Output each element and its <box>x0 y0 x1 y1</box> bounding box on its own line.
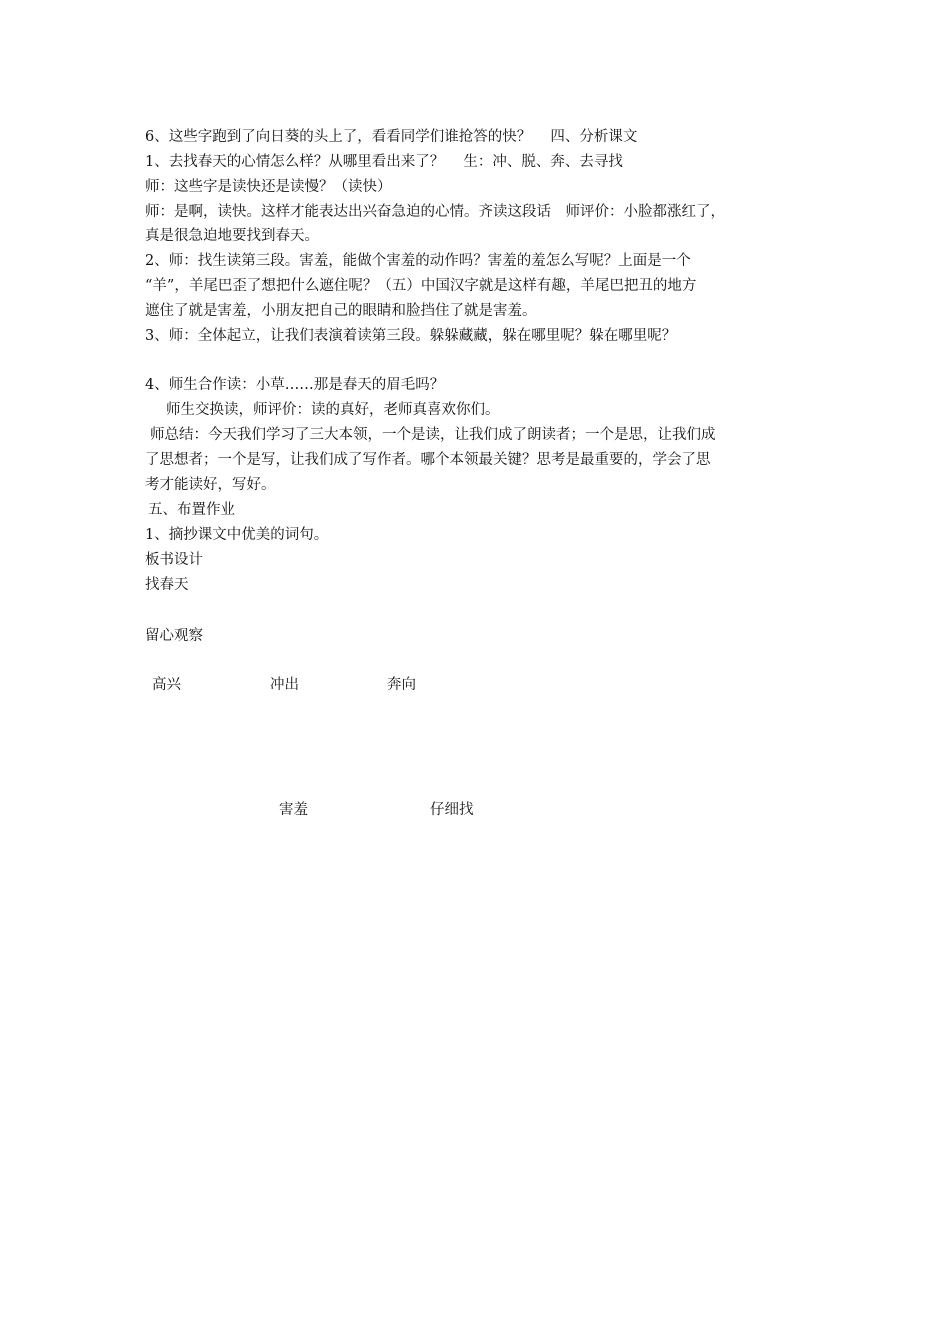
text-line: 2、师：找生读第三段。害羞，能做个害羞的动作吗？害羞的羞怎么写呢？上面是一个 <box>145 253 691 269</box>
text-line: 真是很急迫地要找到春天。 <box>145 228 319 244</box>
text-line: 了思想者；一个是写，让我们成了写作者。哪个本领最关键？思考是最重要的，学会了思 <box>145 452 711 468</box>
text-line: “羊”，羊尾巴歪了想把什么遮住呢？（五）中国汉字就是这样有趣，羊尾巴把丑的地方 <box>145 278 697 294</box>
board-word-haixiu: 害羞 <box>279 802 308 818</box>
text-line: 师：是啊，读快。这样才能表达出兴奋急迫的心情。齐读这段话 师评价：小脸都涨红了， <box>145 204 725 220</box>
text-line: 3、师：全体起立，让我们表演着读第三段。躲躲藏藏，躲在哪里呢？躲在哪里呢？ <box>145 328 677 344</box>
text-line: 师：这些字是读快还是读慢？（读快） <box>145 179 392 195</box>
text-line: 1、摘抄课文中优美的词句。 <box>145 527 329 543</box>
text-line: 师生交换读，师评价：读的真好，老师真喜欢你们。 <box>166 402 500 418</box>
text-line: 板书设计 <box>145 552 203 568</box>
board-word-zixizhao: 仔细找 <box>430 802 474 818</box>
text-line: 找春天 <box>145 577 189 593</box>
board-word-gaoxing: 高兴 <box>152 677 181 693</box>
text-line: 4、师生合作读：小草……那是春天的眉毛吗？ <box>145 377 445 393</box>
text-line: 留心观察 <box>145 628 203 644</box>
text-line: 6、这些字跑到了向日葵的头上了，看看同学们谁抢答的快？ 四、分析课文 <box>145 129 638 145</box>
board-word-benxiang: 奔向 <box>387 677 416 693</box>
text-line: 1、去找春天的心情怎么样？从哪里看出来了？ 生：冲、脱、奔、去寻找 <box>145 154 623 170</box>
text-line: 师总结：今天我们学习了三大本领，一个是读，让我们成了朗读者；一个是思，让我们成 <box>150 427 716 443</box>
text-line: 考才能读好，写好。 <box>145 477 276 493</box>
board-word-chongchu: 冲出 <box>270 677 299 693</box>
text-line: 遮住了就是害羞，小朋友把自己的眼睛和脸挡住了就是害羞。 <box>145 303 537 319</box>
section-heading: 五、布置作业 <box>148 502 235 518</box>
